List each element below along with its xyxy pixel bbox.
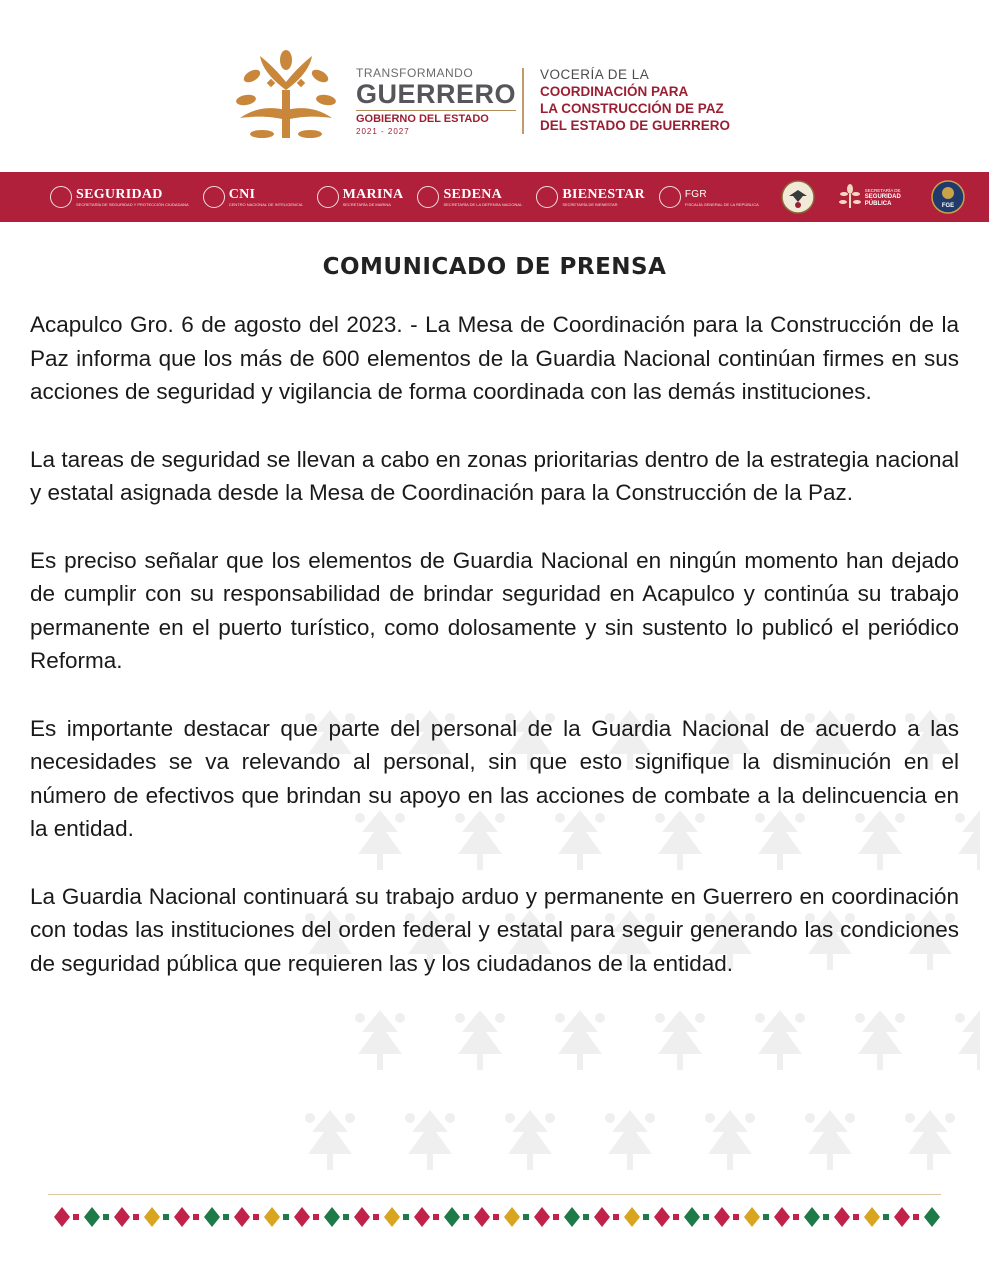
voceria-logo (540, 66, 780, 134)
inst-name: CNI (228, 187, 256, 202)
paragraph: La tareas de seguridad se llevan a cabo en zonas prioritarias dentro de la estrategia nacional y estatal asignada desde la Mesa de Coordinación para la Construcción de la Paz. (30, 446, 959, 505)
seal-icon (659, 186, 681, 208)
seal-icon (203, 186, 225, 208)
voceria-line-1: VOCERÍA DE LA (540, 67, 650, 82)
institutions-band (0, 172, 989, 222)
inst-cni (203, 186, 303, 208)
inst-name: FGR (684, 189, 707, 200)
inst-sub: FISCALÍA GENERAL DE LA REPÚBLICA (684, 202, 759, 207)
inst-sub: CENTRO NACIONAL DE INTELIGENCIA (228, 202, 303, 207)
inst-name: MARINA (342, 187, 404, 202)
paragraph: Es importante destacar que parte del personal de la Guardia Nacional de acuerdo a las necesidades se va relevando al personal, sin que esto signifique la disminución en el número de efectivos que brindan su apoyo en las acciones de combate a la delincuencia en la entidad. (30, 715, 959, 841)
paragraph: La Guardia Nacional continuará su trabajo arduo y permanente en Guerrero en coordinación con todas las instituciones del orden federal y estatal para seguir generando las condiciones de seguridad pública que requieren las y los ciudadanos de la entidad. (30, 883, 959, 976)
page-title: COMUNICADO DE PRENSA (322, 254, 667, 280)
gob-kicker: TRANSFORMANDO (356, 66, 474, 80)
seal-icon (536, 186, 558, 208)
inst-sub: SECRETARÍA DE SEGURIDAD Y PROTECCIÓN CIUDADANA (76, 202, 189, 207)
guerrero-tree-emblem (232, 50, 340, 146)
ssp-guerrero-logo (839, 184, 901, 210)
ssp-line-2: SEGURIDAD (864, 193, 901, 200)
press-release-body (30, 308, 959, 1014)
inst-name: SEDENA (443, 187, 503, 202)
paragraph: Es preciso señalar que los elementos de Guardia Nacional en ningún momento han dejado de cumplir con su responsabilidad de brindar seguridad en Acapulco y continúa su trabajo permanente en el puerto turístico, como dolosamente y sin sustento lo publicó el periódico Reforma. (30, 547, 959, 673)
voceria-line-3: LA CONSTRUCCIÓN DE PAZ (540, 101, 724, 116)
inst-sedena (417, 186, 522, 208)
inst-fgr (659, 186, 759, 208)
seal-icon (417, 186, 439, 208)
gob-sub: GOBIERNO DEL ESTADO (356, 110, 516, 125)
inst-sub: SECRETARÍA DE BIENESTAR (562, 202, 618, 207)
footer-divider (48, 1194, 941, 1195)
paragraph: Acapulco Gro. 6 de agosto del 2023. - La Mesa de Coordinación para la Construcción de la Paz informa que los más de 600 elementos de la Guardia Nacional continúan firmes en sus acciones de seguridad y vigilancia de forma coordinada con las demás instituciones. (30, 312, 959, 404)
inst-sub: SECRETARÍA DE MARINA (342, 202, 391, 207)
fge-badge-icon (931, 180, 965, 214)
fge-badge-label: FGE (941, 203, 954, 209)
gob-years: 2021 - 2027 (356, 127, 410, 136)
voceria-line-2: COORDINACIÓN PARA (540, 84, 689, 99)
header (0, 0, 989, 172)
voceria-line-4: DEL ESTADO DE GUERRERO (540, 118, 731, 133)
inst-bienestar (536, 186, 645, 208)
seal-icon (50, 186, 72, 208)
guardia-nacional-badge-icon (781, 180, 815, 214)
embroidery-pattern-strip (48, 1204, 941, 1230)
gob-name: GUERRERO (356, 79, 517, 109)
inst-marina (317, 186, 404, 208)
header-divider (522, 68, 524, 134)
ssp-line-3: PÚBLICA (864, 200, 892, 207)
inst-name: BIENESTAR (562, 187, 645, 202)
inst-seguridad (50, 186, 189, 208)
seal-icon (317, 186, 339, 208)
gobierno-guerrero-logo (356, 66, 516, 136)
inst-sub: SECRETARÍA DE LA DEFENSA NACIONAL (443, 202, 523, 207)
inst-name: SEGURIDAD (76, 187, 163, 202)
ssp-line-1: SECRETARÍA DE (864, 187, 901, 193)
ssp-emblem-icon (839, 184, 861, 210)
